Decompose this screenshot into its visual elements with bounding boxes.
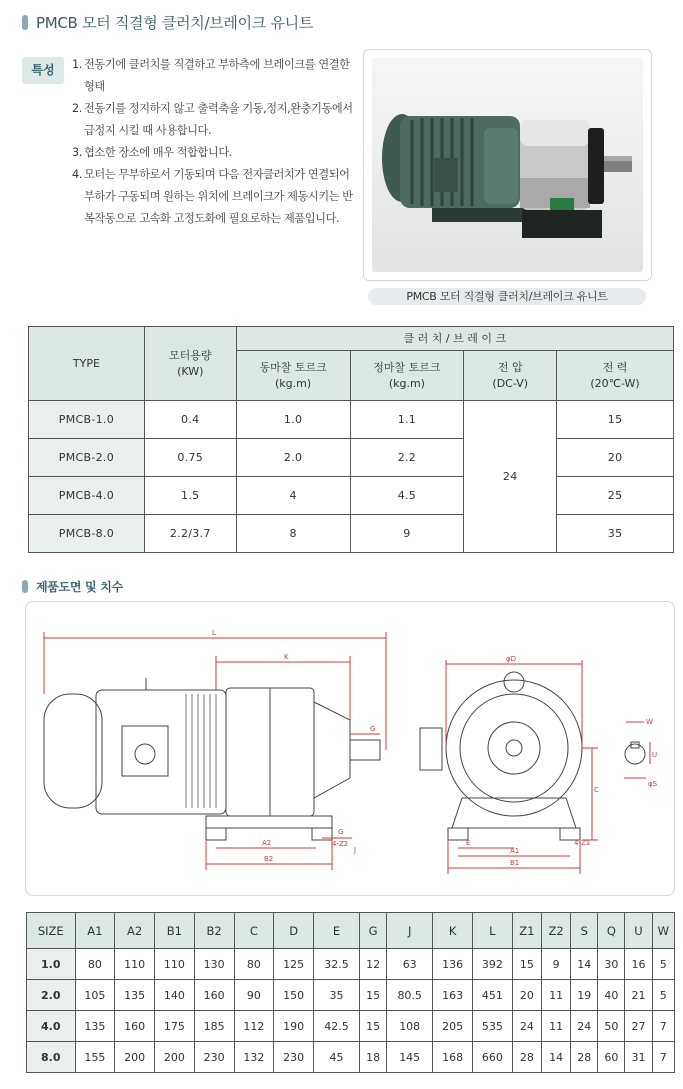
- drawing-section-title-row: [22, 578, 123, 595]
- dimension-table: [26, 912, 675, 1073]
- dim-label-D: φD: [506, 655, 517, 663]
- dim-label-B2: B2: [264, 855, 274, 863]
- table-row: 8.0 155 200 200 230 132 230 45 18 145 168 660 28 14 28 60 31 7: [27, 1042, 675, 1073]
- motor-clutch-unit-illustration: [372, 58, 643, 272]
- spec-header-type: TYPE: [29, 327, 145, 401]
- table-row: PMCB-8.0 2.2/3.7 8 9 35: [29, 515, 674, 553]
- dim-label-L: L: [212, 629, 216, 637]
- page-title-row: [22, 12, 313, 33]
- dim-label-A2: A2: [262, 839, 272, 847]
- product-photo: [372, 58, 643, 272]
- spec-header-power: 전 력 (20℃-W): [557, 351, 674, 401]
- spec-header-dynamic-torque: 동마찰 토르크 (kg.m): [236, 351, 350, 401]
- title-bullet-icon: [22, 15, 28, 30]
- spec-table: [28, 326, 674, 553]
- table-row: 2.0 105 135 140 160 90 150 35 15 80.5 163 451 20 11 19 40 21 5: [27, 980, 675, 1011]
- dim-label-C: C: [594, 786, 599, 794]
- technical-drawing: [25, 601, 675, 896]
- dim-label-Z2: 4-Z2: [332, 840, 349, 848]
- spec-header-voltage: 전 압 (DC-V): [464, 351, 557, 401]
- table-row: 4.0 135 160 175 185 112 190 42.5 15 108 205 535 24 11 24 50 27 7: [27, 1011, 675, 1042]
- table-row: PMCB-4.0 1.5 4 4.5 25: [29, 477, 674, 515]
- section-bullet-icon: [22, 580, 28, 593]
- dim-label-K: K: [284, 653, 289, 661]
- spec-voltage-value: 24: [464, 401, 557, 553]
- dimension-drawing-svg: [26, 602, 674, 895]
- dim-label-G: G: [370, 725, 376, 733]
- feature-item-3: 3. 협소한 장소에 매우 적합합니다.: [72, 146, 232, 159]
- dim-label-Gs: G: [338, 828, 344, 836]
- features-tab: 특성: [22, 57, 64, 84]
- page-title: PMCB 모터 직결형 클러치/브레이크 유니트: [36, 14, 314, 32]
- dim-label-S: φS: [648, 780, 658, 788]
- feature-item-4: 4. 모터는 무부하로서 기동되며 다음 전자클러치가 연결되어 부하가 구동되며 원하는 위치에 브레이크가 제동시키는 반복작동으로 고속화 고정도화에 필요로하는 제품입니다.: [72, 168, 353, 225]
- dim-label-U: U: [652, 751, 658, 759]
- spec-header-static-torque: 정마찰 토르크 (kg.m): [350, 351, 464, 401]
- feature-item-2: 2. 전동기를 정지하지 않고 출력축을 기동,정지,완충기동에서 급정지 시킬 때 사용합니다.: [72, 102, 353, 137]
- dim-label-A1: A1: [510, 847, 520, 855]
- spec-header-motor: 모터용량 (KW): [144, 327, 236, 401]
- table-row: PMCB-2.0 0.75 2.0 2.2 20: [29, 439, 674, 477]
- dim-label-W: W: [646, 718, 653, 726]
- product-photo-frame: [363, 49, 652, 281]
- spec-header-clutch-brake: 클 러 치 / 브 레 이 크: [236, 327, 673, 351]
- product-photo-caption: PMCB 모터 직결형 클러치/브레이크 유니트: [368, 288, 646, 305]
- feature-item-1: 1. 전동기에 클러치를 직결하고 부하측에 브레이크를 연결한 형태: [72, 58, 350, 93]
- dim-label-Z1: 4-Z1: [574, 839, 591, 847]
- table-row: PMCB-1.0 0.4 1.0 1.1 24 15: [29, 401, 674, 439]
- dim-label-E: E: [466, 839, 471, 847]
- table-row: 1.0 80 110 110 130 80 125 32.5 12 63 136 392 15 9 14 30 16 5: [27, 949, 675, 980]
- features-list: [72, 54, 354, 230]
- dim-label-J: J: [354, 846, 357, 854]
- dimension-table-header: SIZE A1 A2 B1 B2 C D E G J K L Z1 Z2 S Q U W: [27, 913, 675, 949]
- dim-label-B1: B1: [510, 859, 520, 867]
- drawing-section-title: 제품도면 및 치수: [36, 580, 123, 594]
